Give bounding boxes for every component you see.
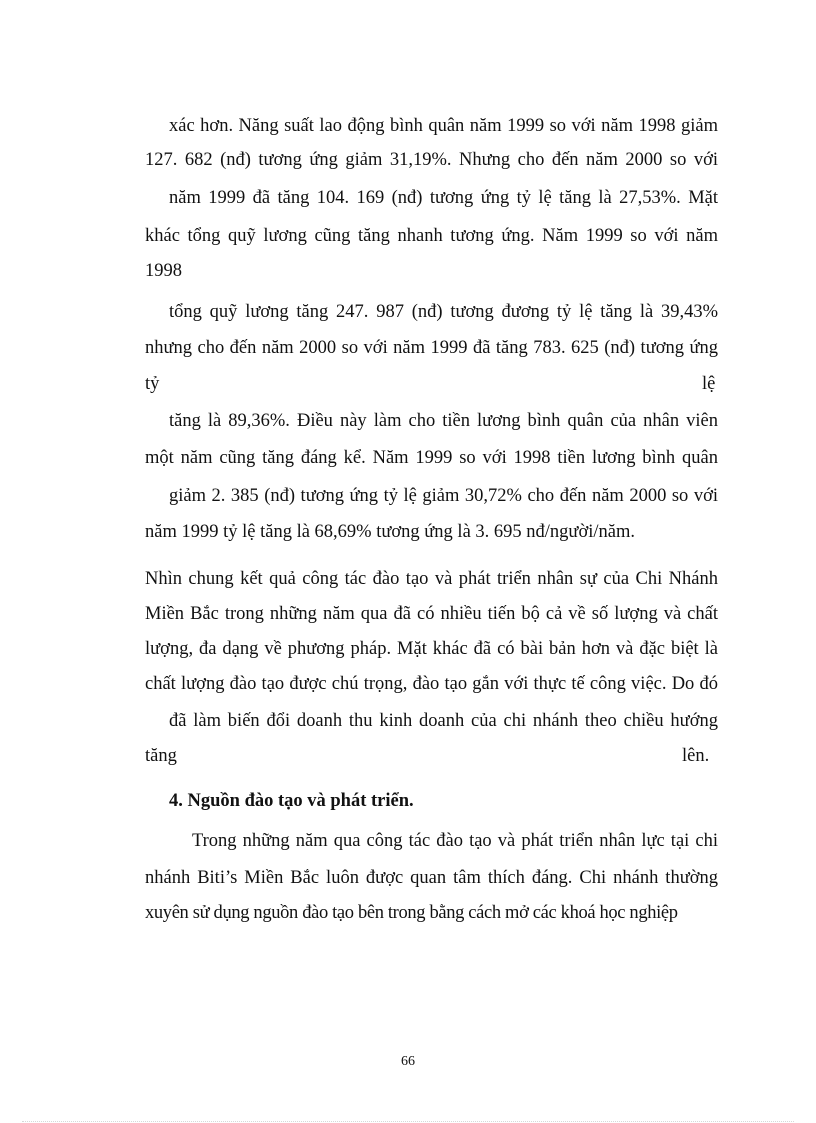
text-line: Trong những năm qua công tác đào tạo và phát triển nhân lực tại chi (192, 831, 718, 851)
text-line: giảm 2. 385 (nđ) tương ứng tỷ lệ giảm 30,72% cho đến năm 2000 so với (169, 486, 718, 506)
text-line: một năm cũng tăng đáng kể. Năm 1999 so với 1998 tiền lương bình quân (145, 448, 718, 468)
text-line: xuyên sử dụng nguồn đào tạo bên trong bằng cách mở các khoá học nghiệp (145, 903, 678, 923)
text-line: lượng, đa dạng về phương pháp. Mặt khác đã có bài bản hơn và đặc biệt là (145, 639, 718, 659)
text-line: Miền Bắc trong những năm qua đã có nhiều tiến bộ cả về số lượng và chất (145, 604, 718, 624)
text-line: khác tổng quỹ lương cũng tăng nhanh tương ứng. Năm 1999 so với năm (145, 226, 718, 246)
text-line: nhánh Biti’s Miền Bắc luôn được quan tâm thích đáng. Chi nhánh thường (145, 868, 718, 888)
text-line: tổng quỹ lương tăng 247. 987 (nđ) tương đương tỷ lệ tăng là 39,43% (169, 302, 718, 322)
text-line: nhưng cho đến năm 2000 so với năm 1999 đã tăng 783. 625 (nđ) tương ứng (145, 338, 718, 358)
text-line: 1998 (145, 261, 182, 281)
section-heading: 4. Nguồn đào tạo và phát triển. (169, 791, 414, 811)
text-line: đã làm biến đổi doanh thu kinh doanh của chi nhánh theo chiều hướng (169, 711, 718, 731)
text-line: lệ (702, 374, 716, 394)
text-line: năm 1999 đã tăng 104. 169 (nđ) tương ứng tỷ lệ tăng là 27,53%. Mặt (169, 188, 718, 208)
text-line: xác hơn. Năng suất lao động bình quân năm 1999 so với năm 1998 giảm (169, 116, 718, 136)
text-line: tăng là 89,36%. Điều này làm cho tiền lương bình quân của nhân viên (169, 411, 718, 431)
text-line: chất lượng đào tạo được chú trọng, đào tạo gắn với thực tế công việc. Do đó (145, 674, 718, 694)
text-line: tăng (145, 746, 177, 766)
page-bottom-divider (22, 1121, 794, 1122)
text-line: Nhìn chung kết quả công tác đào tạo và phát triển nhân sự của Chi Nhánh (145, 569, 718, 589)
page-number: 66 (401, 1054, 415, 1069)
text-line: năm 1999 tỷ lệ tăng là 68,69% tương ứng là 3. 695 nđ/người/năm. (145, 522, 635, 542)
text-line: lên. (682, 746, 710, 766)
text-line: 127. 682 (nđ) tương ứng giảm 31,19%. Nhưng cho đến năm 2000 so với (145, 150, 718, 170)
text-line: tỷ (145, 374, 160, 394)
